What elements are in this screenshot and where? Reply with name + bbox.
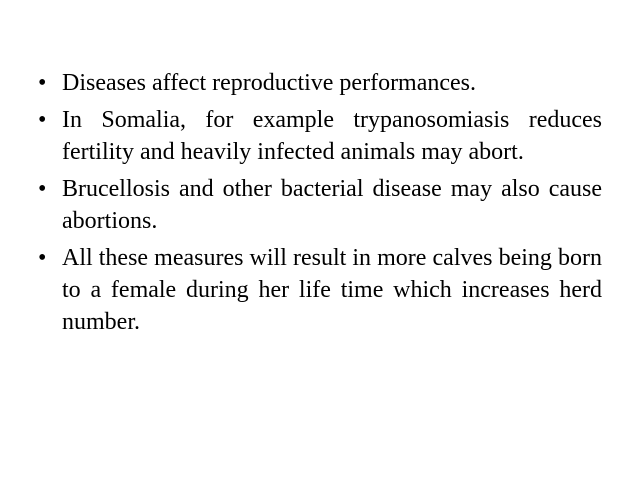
bullet-dot-icon: • [38, 176, 47, 202]
bullet-text: All these measures will result in more calves being born to a female during her life time which increases herd number. [62, 245, 602, 335]
bullet-item [38, 67, 602, 99]
bullet-dot-icon: • [38, 107, 47, 133]
bullet-item [38, 173, 602, 237]
bullet-list [38, 67, 602, 343]
bullet-text: Diseases affect reproductive performances. [62, 70, 477, 96]
bullet-item [38, 104, 602, 168]
bullet-item [38, 242, 602, 338]
bullet-dot-icon: • [38, 245, 47, 271]
bullet-text: In Somalia, for example trypanosomiasis reduces fertility and heavily infected animals may abort. [62, 107, 602, 165]
bullet-dot-icon: • [38, 70, 47, 96]
bullet-text: Brucellosis and other bacterial disease may also cause abortions. [62, 176, 602, 234]
